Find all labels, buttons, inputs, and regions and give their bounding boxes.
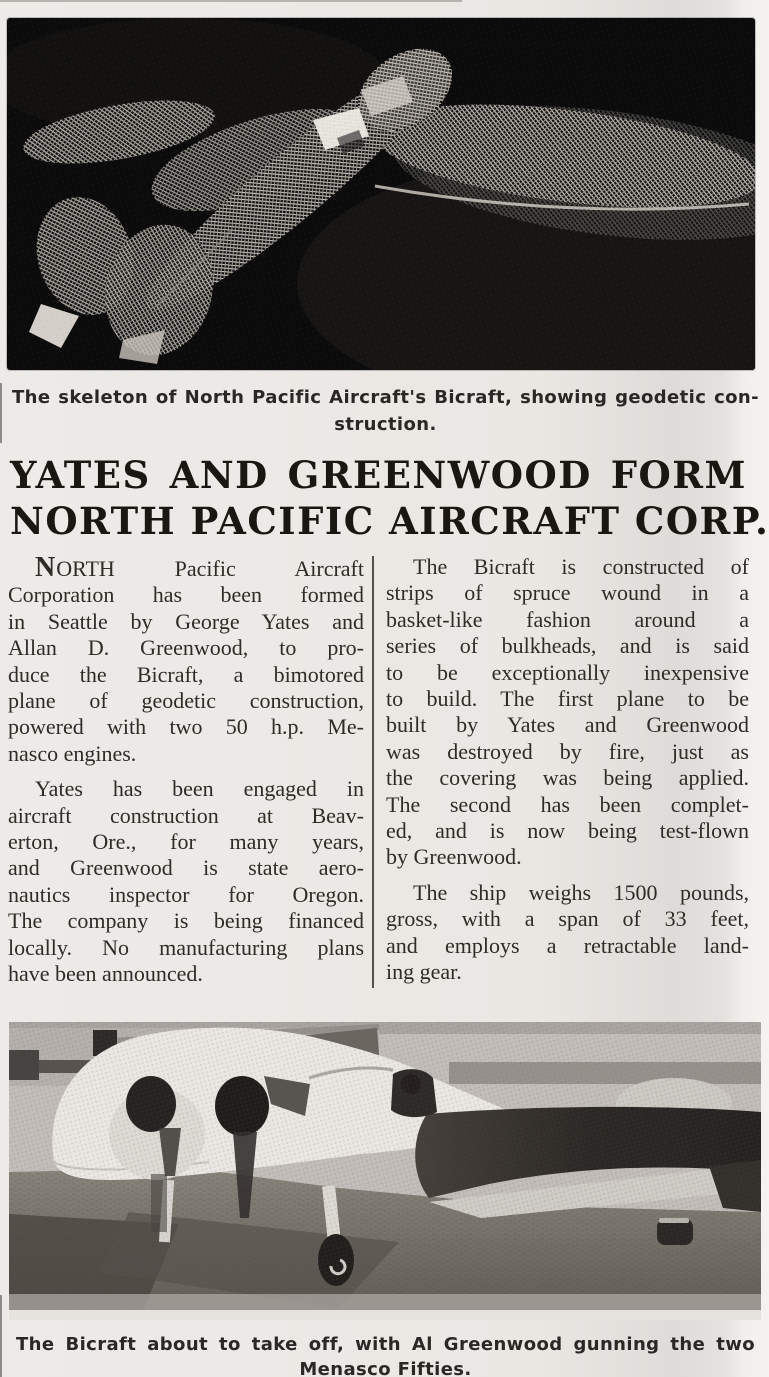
top-photo-caption (12, 384, 759, 438)
bicraft-takeoff-photo (9, 1022, 761, 1320)
text-line: nautics inspector for Oregon. (8, 881, 364, 907)
text-line: and Greenwood is state aero- (8, 855, 364, 881)
paragraph (8, 776, 364, 987)
scan-left-edge-mark (0, 383, 2, 443)
text-line: The company is being financed (8, 908, 364, 934)
text-line: in Seattle by George Yates and (8, 608, 364, 634)
text-line: locally. No manufacturing plans (8, 934, 364, 960)
left-column (8, 554, 364, 988)
bottom-photo-caption (16, 1332, 755, 1377)
skeleton-photo (7, 18, 755, 370)
text-line: ed, and is now being test-flown (386, 818, 749, 844)
column-divider-rule (372, 556, 374, 988)
scan-top-edge (0, 0, 462, 2)
text-line: The Bicraft is constructed of (413, 554, 749, 579)
text-line: Allan D. Greenwood, to pro- (8, 635, 364, 661)
caption-line: struction. (334, 414, 437, 435)
text-line: aircraft construction at Beav- (8, 802, 364, 828)
text-line: duce the Bicraft, a bimotored (8, 661, 364, 687)
lead-capital: N (35, 552, 57, 583)
text-line: basket-like fashion around a (386, 606, 749, 632)
right-column (386, 554, 749, 988)
text-line: Yates has been engaged in (35, 776, 364, 802)
text-line: to be exceptionally inexpensive (386, 659, 749, 685)
paragraph (8, 554, 364, 767)
text-line: the covering was being applied. (386, 765, 749, 791)
text-line: series of bulkheads, and is said (386, 633, 749, 659)
text-line (8, 554, 364, 582)
text-line: erton, Ore., for many years, (8, 829, 364, 855)
headline-line-1: YATES AND GREENWOOD FORM (10, 453, 747, 497)
text-line: powered with two 50 h.p. Me- (8, 714, 364, 740)
skeleton-photo-art (7, 18, 755, 370)
text-line: plane of geodetic construction, (8, 688, 364, 714)
text-line: The ship weighs 1500 pounds, (413, 879, 749, 905)
text-line: to build. The first plane to be (386, 686, 749, 712)
caption-line: The Bicraft about to take off, with Al Greenwood gunning the two (16, 1333, 755, 1355)
paragraph (386, 554, 749, 871)
paragraph (386, 880, 749, 986)
caption-line: The skeleton of North Pacific Aircraft's Bicraft, showing geodetic con- (12, 387, 759, 408)
text-line: built by Yates and Greenwood (386, 712, 749, 738)
bicraft-photo-art (9, 1022, 761, 1320)
scan-left-edge-mark (0, 1295, 2, 1377)
text-line: strips of spruce wound in a (386, 580, 749, 606)
text-line: was destroyed by fire, just as (386, 738, 749, 764)
text-line: ing gear. (386, 959, 462, 985)
text-line: by Greenwood. (386, 844, 522, 870)
paragraph-lines (8, 582, 364, 767)
text-line: The second has been complet- (386, 791, 749, 817)
text-line: and employs a retractable land- (386, 932, 749, 958)
text-line: nasco engines. (8, 740, 137, 766)
text-line: Corporation has been formed (8, 582, 364, 608)
caption-line: Menasco Fifties. (299, 1358, 472, 1377)
article-headline (10, 452, 769, 544)
text-line: have been announced. (8, 961, 203, 987)
text-line: gross, with a span of 33 feet, (386, 906, 749, 932)
lead-line-rest: ORTH Pacific Aircraft (56, 556, 364, 581)
article-body (8, 554, 749, 988)
headline-line-2: NORTH PACIFIC AIRCRAFT CORP. (10, 499, 769, 543)
